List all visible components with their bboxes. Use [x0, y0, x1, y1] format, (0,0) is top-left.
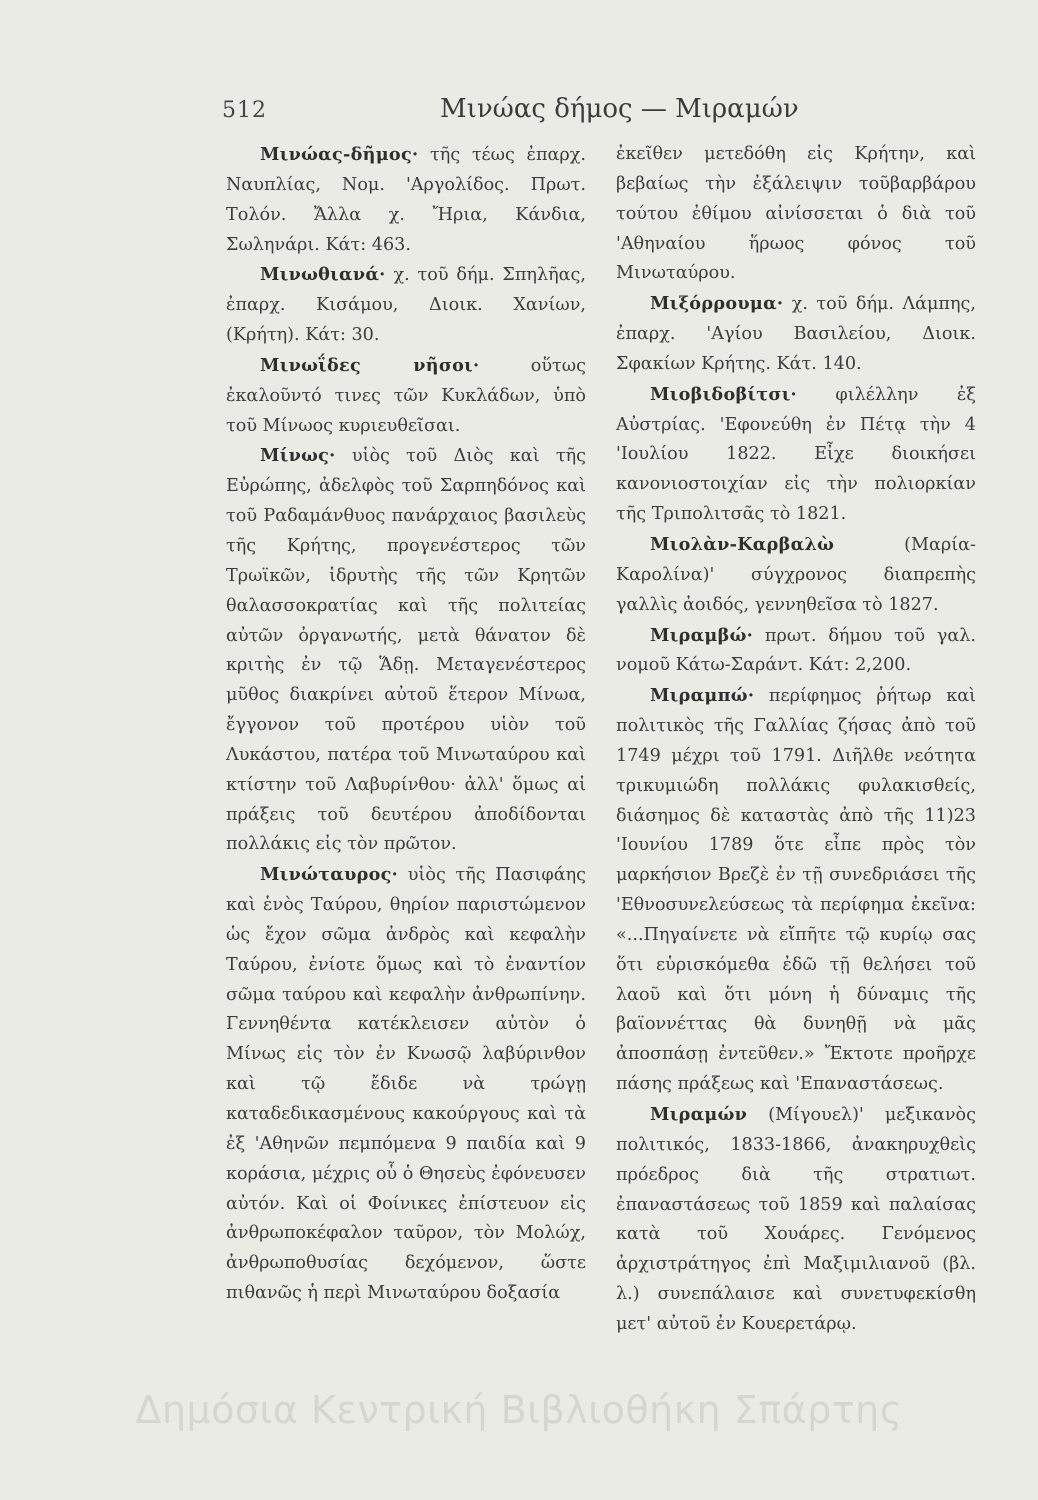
entry-text: (Μίγουελ)' μεξικανὸς πολιτικός, 1833-1866, ἀνακηρυχθεὶς πρόεδρος διὰ τῆς στρατιωτ. ἐπαναστάσεως τοῦ 1859 καὶ παλαίσας κατὰ τοῦ Χουάρες. Γενόμενος ἀρχιστράτηγος ἐπὶ Μαξιμιλιανοῦ (βλ. λ.) συνεπάλαισε καὶ συνετυφεκίσθη μετ' αὐτοῦ ἐν Κουερετάρῳ. — [616, 1105, 976, 1334]
entry-text: χ. τοῦ δήμ. Λάμπης, ἐπαρχ. 'Αγίου Βασιλείου, Διοικ. Σφακίων Κρήτης. Κάτ. 140. — [616, 294, 976, 374]
entry-headword: Μινωθιανά· — [260, 264, 386, 286]
entry-headword: Μιοβιδοβίτσι· — [650, 383, 797, 405]
dictionary-entry — [226, 441, 586, 860]
entry-headword: Μιραμπώ· — [650, 685, 755, 707]
entry-headword: Μινώας-δῆμος· — [260, 144, 419, 165]
entry-headword: Μιραμβώ· — [650, 624, 754, 646]
library-watermark: Δημόσια Κεντρική Βιβλιοθήκη Σπάρτης — [135, 1388, 903, 1432]
entry-text: περίφημος ῥήτωρ καὶ πολιτικὸς τῆς Γαλλίας ζήσας ἀπὸ τοῦ 1749 μέχρι τοῦ 1791. Διῆλθε νεότητα τρικυμιώδη πολλάκις φυλακισθείς, διάσημος δὲ καταστὰς ἀπὸ τῆς 11)23 'Ιουνίου 1789 ὅτε εἶπε πρὸς τὸν μαρκήσιον Βρεζὲ ἐν τῇ συνεδριάσει τῆς 'Εθνοσυνελεύσεως τὰ περίφημα ἐκεῖνα: «...Πηγαίνετε νὰ εἴπῆτε τῷ κυρίῳ σας ὅτι εὑρισκόμεθα ἐδῶ τῇ θελήσει τοῦ λαοῦ καὶ ὅτι μόνη ἡ δύναμις τῆς βαϊοννέττας θὰ δυνηθῇ νὰ μᾶς ἀποσπάσῃ ἐντεῦθεν.» Ἔκτοτε προῆρχε πάσης πράξεως καὶ 'Επαναστάσεως. — [616, 686, 976, 1095]
entry-headword: Μιραμών — [650, 1104, 748, 1125]
entry-text: χ. τοῦ δήμ. Σπηλῆας, ἐπαρχ. Κισάμου, Διοικ. Χανίων, (Κρήτη). Κάτ: 30. — [226, 265, 586, 346]
entry-headword: Μιξόρρουμα· — [650, 293, 784, 315]
entry-text: υἱὸς τοῦ Διὸς καὶ τῆς Εὐρώπης, ἀδελφὸς τοῦ Σαρπηδόνος καὶ τοῦ Ραδαμάνθυος πανάρχαιος βασιλεὺς τῆς Κρήτης, προγενέστερος τῶν Τρωϊκῶν, ἱδρυτὴς τῆς τῶν Κρητῶν θαλασσοκρατίας καὶ τῆς πολιτείας αὐτῶν ὀργανωτής, μετὰ θάνατον δὲ κριτὴς ἐν τῷ Ἅδῃ. Μεταγενέστερος μῦθος διακρίνει αὐτοῦ ἕτερον Μίνωα, ἔγγονον τοῦ προτέρου υἱὸν τοῦ Λυκάστου, πατέρα τοῦ Μινωταύρου καὶ κτίστην τοῦ Λαβυρίνθου· ἀλλ' ὅμως αἱ πράξεις τοῦ δευτέρου ἀποδίδονται πολλάκις εἰς τὸν πρῶτον. — [226, 446, 586, 855]
entry-text: φιλέλλην ἐξ Αὐστρίας. 'Εφονεύθη ἐν Πέτᾳ τὴν 4 'Ιουλίου 1822. Εἶχε διοικήσει κανονιοστοιχίαν εἰς τὴν πολιορκίαν τῆς Τριπολιτσᾶς τὸ 1821. — [616, 384, 976, 525]
entry-text: τῆς τέως ἐπαρχ. Ναυπλίας, Νομ. 'Αργολίδος. Πρωτ. Τολόν. Ἄλλα χ. Ἤρια, Κάνδια, Σωληνάρι. Κάτ: 463. — [226, 145, 586, 255]
page-number: 512 — [222, 98, 267, 123]
dictionary-entry — [616, 1100, 976, 1340]
dictionary-entry — [226, 860, 586, 1309]
dictionary-entry — [226, 260, 586, 351]
dictionary-entry — [616, 530, 976, 621]
dictionary-entry — [616, 289, 976, 380]
entry-continuation: ἐκεῖθεν μετεδόθη εἰς Κρήτην, καὶ βεβαίως τὴν ἐξάλειψιν τοῦβαρβάρου τούτου ἐθίμου αἰνίσσεται ὁ διὰ τοῦ 'Αθηναίου ἥρωος φόνος τοῦ Μινωταύρου. — [616, 144, 976, 284]
dictionary-entry — [616, 621, 976, 682]
entry-text: (Μαρία-Καρολίνα)' σύγχρονος διαπρεπὴς γαλλὶς ἀοιδός, γεννηθεῖσα τὸ 1827. — [616, 534, 976, 615]
dictionary-entry — [616, 380, 976, 530]
right-column — [616, 140, 976, 1340]
entry-headword: Μιολὰν-Καρβαλὼ — [650, 533, 835, 555]
running-head: Μινώας δήμος — Μιραμών — [440, 94, 799, 124]
entry-text: οὕτως ἐκαλοῦντό τινες τῶν Κυκλάδων, ὑπὸ τοῦ Μίνωος κυριευθεῖσαι. — [226, 355, 586, 436]
entry-text: πρωτ. δήμου τοῦ γαλ. νομοῦ Κάτω-Σαράντ. Κάτ: 2,200. — [616, 625, 976, 676]
dictionary-entry — [616, 681, 976, 1100]
left-column — [226, 140, 586, 1309]
entry-headword: Μινωΐδες νῆσοι· — [260, 354, 480, 376]
entry-headword: Μίνως· — [260, 445, 336, 467]
entry-text: υἱὸς τῆς Πασιφάης καὶ ἑνὸς Ταύρου, θηρίον παριστώμενον ὡς ἔχον σῶμα ἀνδρὸς καὶ κεφαλὴν Ταύρου, ἐνίοτε ὅμως καὶ τὸ ἐναντίον σῶμα ταύρου καὶ κεφαλὴν ἀνθρωπίνην. Γεννηθέντα κατέκλεισεν αὐτὸν ὁ Μίνως εἰς τὸν ἐν Κνωσῷ λαβύρινθον καὶ τῷ ἔδιδε νὰ τρώγῃ καταδεδικασμένους κακούργους καὶ τὰ ἐξ 'Αθηνῶν πεμπόμενα 9 παιδία καὶ 9 κοράσια, μέχρις οὗ ὁ Θησεὺς ἐφόνευσεν αὐτόν. Καὶ οἱ Φοίνικες ἐπίστευον εἰς ἀνθρωποκέφαλον ταῦρον, τὸν Μολώχ, ἀνθρωποθυσίας δεχόμενον, ὥστε πιθανῶς ἡ περὶ Μινωταύρου δοξασία — [226, 865, 586, 1304]
entry-headword: Μινώταυρος· — [260, 864, 399, 886]
dictionary-entry — [226, 351, 586, 442]
dictionary-entry — [226, 140, 586, 260]
